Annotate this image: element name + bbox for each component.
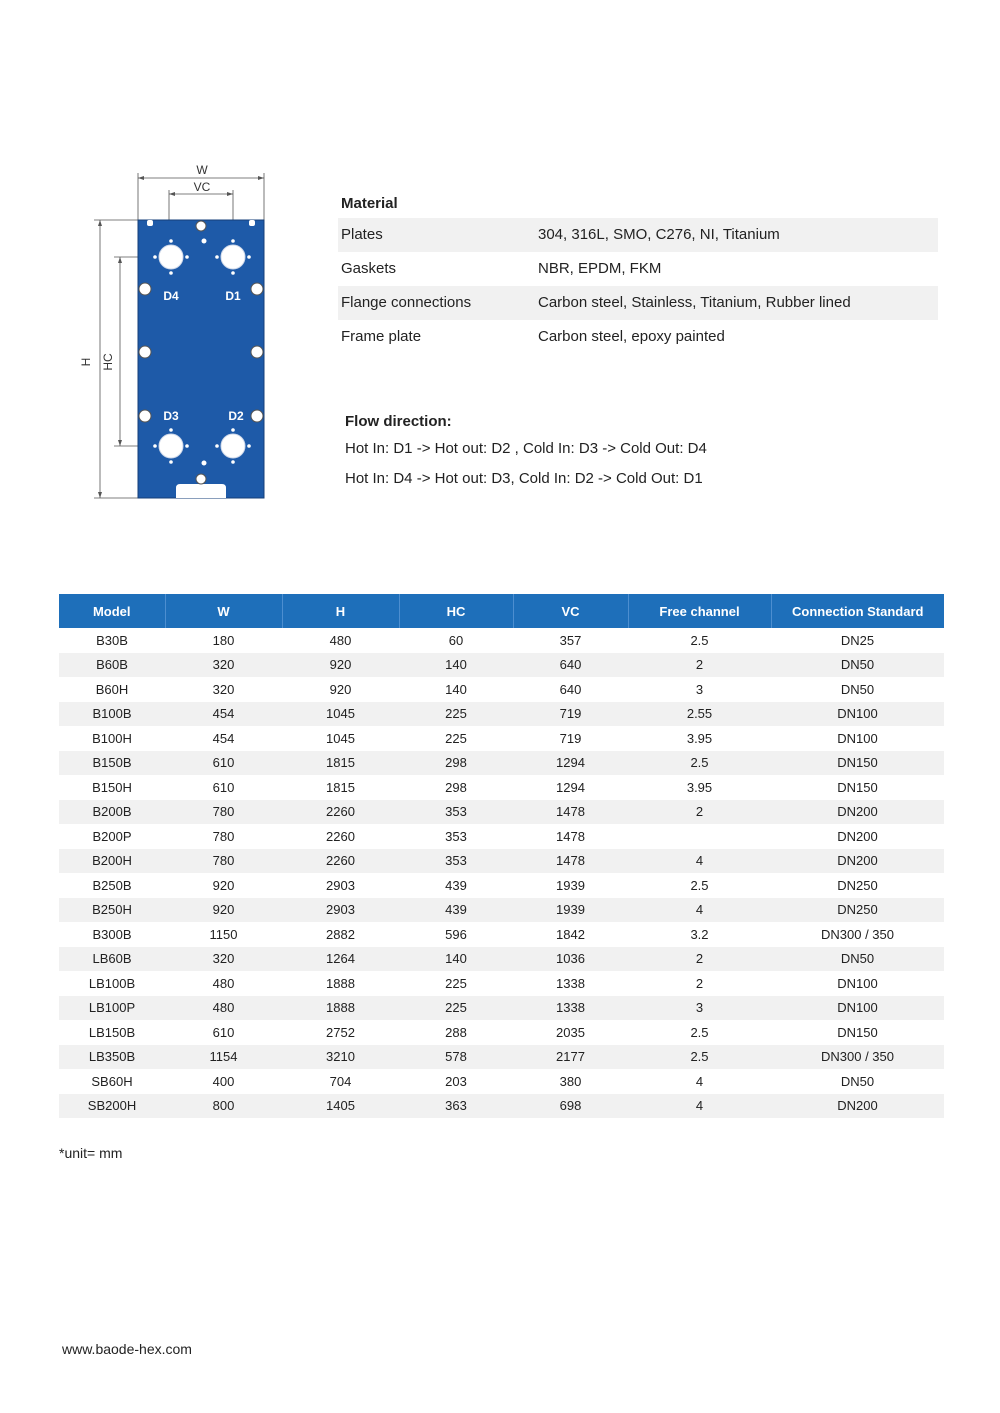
table-cell: DN200 [837,828,878,844]
table-cell: 780 [165,800,282,825]
table-cell: 140 [399,947,513,972]
material-label: Plates [341,226,383,243]
plate-body [138,220,264,498]
table-cell: 3.2 [690,926,709,942]
table-row [59,996,944,1021]
table-cell: 3210 [282,1045,399,1070]
table-cell: B200H [59,849,165,874]
table-row [59,1094,944,1119]
table-cell: B200P [92,828,132,844]
table-cell: 2260 [282,849,399,874]
port-label-d4: D4 [163,289,179,303]
table-cell: B60B [59,653,165,678]
table-cell: 1294 [513,751,628,776]
table-cell: 203 [445,1073,467,1089]
table-cell: 1294 [556,779,585,795]
table-cell: 1815 [326,779,355,795]
port-d1 [221,245,245,269]
table-cell: 920 [165,898,282,923]
table-cell: 2035 [556,1024,585,1040]
dim-h-label: H [79,357,93,367]
table-cell: 480 [329,632,352,648]
port-label-d3: D3 [163,409,179,423]
table-cell: 4 [628,1094,771,1119]
material-title: Material [341,195,398,212]
table-cell: 3.95 [686,779,713,795]
table-cell: DN250 [771,898,944,923]
table-cell: DN50 [840,681,875,697]
table-cell: 1842 [556,926,585,942]
table-cell: 320 [165,653,282,678]
material-label: Frame plate [341,328,422,345]
table-row [59,751,944,776]
material-value: Carbon steel, epoxy painted [538,328,725,345]
table-cell: LB60B [59,947,165,972]
table-cell: B100H [92,730,132,746]
table-cell: 288 [445,1024,467,1040]
table-cell: B150B [59,751,165,776]
table-cell: 480 [212,975,235,991]
table-cell: 4 [695,1073,704,1089]
plate-diagram [76,158,276,508]
table-cell: 1150 [209,926,238,942]
table-body [59,628,944,1118]
material-label: Gaskets [341,260,397,277]
table-row [59,947,944,972]
table-cell: 610 [165,751,282,776]
table-cell: 1154 [165,1045,282,1070]
table-cell: 353 [399,800,513,825]
table-row [59,628,944,653]
table-cell: 1478 [513,849,628,874]
table-header-row [59,594,944,628]
table-cell: 1405 [282,1094,399,1119]
table-cell: 320 [212,681,235,697]
table-row [59,702,944,727]
dim-hc-label: HC [101,353,115,371]
column-header-connection-standard: Connection Standard [771,594,944,628]
unit-note: *unit= mm [59,1145,123,1161]
table-cell: LB150B [88,1024,136,1040]
table-cell: 439 [399,898,513,923]
table-cell: 363 [399,1094,513,1119]
table-cell: 2.5 [690,877,709,893]
material-row-flange [338,286,938,320]
table-cell: 2.5 [628,751,771,776]
table-cell: 454 [165,702,282,727]
table-cell: 3 [695,681,704,697]
table-cell [628,824,771,849]
flow-line-2: Hot In: D4 -> Hot out: D3, Cold In: D2 -> Cold Out: D1 [345,470,703,487]
table-cell: 920 [329,681,352,697]
table-cell: 920 [282,653,399,678]
table-cell: 1264 [282,947,399,972]
port-d2 [221,434,245,458]
table-cell: 800 [165,1094,282,1119]
column-header-free-channel: Free channel [628,594,771,628]
table-cell: SB60H [91,1073,133,1089]
port-label-d2: D2 [228,409,244,423]
table-cell: 4 [628,849,771,874]
table-cell: 1939 [556,877,585,893]
table-cell: 480 [165,996,282,1021]
table-row [59,775,944,800]
table-row [59,971,944,996]
table-cell: 2903 [326,877,355,893]
column-header-hc: HC [399,594,513,628]
table-cell: 640 [559,681,582,697]
table-cell: B150H [92,779,132,795]
table-cell: 2882 [326,926,355,942]
dim-vc-label: VC [193,180,211,194]
table-cell: 578 [399,1045,513,1070]
table-cell: 2260 [282,800,399,825]
table-cell: DN50 [771,653,944,678]
column-header-vc: VC [513,594,628,628]
table-row [59,849,944,874]
table-cell: 439 [445,877,467,893]
table-cell: 920 [212,877,235,893]
table-cell: 640 [513,653,628,678]
table-cell: DN300 / 350 [771,1045,944,1070]
table-cell: LB100B [88,975,136,991]
table-cell: B30B [96,632,128,648]
table-cell: 704 [329,1073,352,1089]
table-row [59,653,944,678]
table-cell: 1939 [513,898,628,923]
table-cell: 353 [445,828,467,844]
table-cell: 140 [399,653,513,678]
table-cell: 298 [399,751,513,776]
table-cell: DN200 [771,800,944,825]
table-cell: 2.5 [690,1024,709,1040]
table-cell: DN200 [771,1094,944,1119]
column-header-h: H [282,594,399,628]
table-cell: 298 [445,779,467,795]
table-cell: 400 [212,1073,235,1089]
material-value: NBR, EPDM, FKM [538,260,662,277]
table-cell: 1045 [326,730,355,746]
table-cell: DN150 [837,1024,878,1040]
table-cell: 353 [399,849,513,874]
table-cell: DN250 [837,877,878,893]
table-cell: DN150 [837,779,878,795]
table-cell: LB100P [59,996,165,1021]
table-cell: 2260 [326,828,355,844]
table-row [59,1069,944,1094]
table-cell: 225 [445,975,467,991]
table-cell: 2 [628,947,771,972]
table-cell: 2.5 [628,1045,771,1070]
table-row [59,873,944,898]
material-row-frame [338,320,938,354]
column-header-model: Model [59,594,165,628]
table-cell: 225 [445,730,467,746]
table-cell: 719 [559,730,582,746]
table-cell: 2.5 [690,632,709,648]
table-cell: 320 [165,947,282,972]
table-cell: 1888 [326,975,355,991]
flow-section [345,410,707,494]
table-cell: DN100 [771,996,944,1021]
table-cell: DN300 / 350 [821,926,894,942]
table-cell: 698 [513,1094,628,1119]
table-cell: 225 [399,702,513,727]
table-cell: B100B [59,702,165,727]
table-cell: B200B [59,800,165,825]
flow-line-1: Hot In: D1 -> Hot out: D2 , Cold In: D3 -> Cold Out: D4 [345,440,707,457]
port-d3 [159,434,183,458]
table-cell: LB350B [59,1045,165,1070]
table-row [59,898,944,923]
port-d4 [159,245,183,269]
table-cell: 2.55 [628,702,771,727]
table-cell: 357 [559,632,582,648]
table-cell: B250H [59,898,165,923]
table-row [59,677,944,702]
material-value: 304, 316L, SMO, C276, NI, Titanium [538,226,780,243]
table-cell: B300B [92,926,132,942]
material-value: Carbon steel, Stainless, Titanium, Rubber lined [538,294,851,311]
table-cell: 225 [399,996,513,1021]
table-cell: 1036 [513,947,628,972]
table-cell: 1888 [282,996,399,1021]
table-cell: SB200H [59,1094,165,1119]
table-cell: 60 [448,632,464,648]
table-cell: 2 [695,975,704,991]
material-section [338,190,938,354]
table-cell: 3.95 [686,730,713,746]
table-cell: B60H [95,681,129,697]
flow-title: Flow direction: [345,413,452,430]
footer-url: www.baode-hex.com [62,1341,192,1357]
table-cell: DN50 [840,1073,875,1089]
table-row [59,1020,944,1045]
table-cell: 1815 [282,751,399,776]
port-label-d1: D1 [225,289,241,303]
material-label: Flange connections [341,294,472,311]
table-row [59,1045,944,1070]
table-cell: DN25 [840,632,875,648]
table-row [59,726,944,751]
table-cell: DN200 [771,849,944,874]
dim-w-label: W [196,163,208,177]
table-cell: 610 [212,779,235,795]
table-cell: DN150 [771,751,944,776]
table-row [59,800,944,825]
table-cell: 454 [212,730,235,746]
table-cell: 2177 [513,1045,628,1070]
table-cell: 2 [628,653,771,678]
table-cell: 4 [628,898,771,923]
material-row-gaskets [338,252,938,286]
table-cell: 1478 [513,800,628,825]
table-cell: 610 [212,1024,235,1040]
table-row [59,922,944,947]
material-row-plates [338,218,938,252]
table-cell: 2 [628,800,771,825]
table-cell: 1478 [556,828,585,844]
table-cell: 3 [628,996,771,1021]
table-cell: 719 [513,702,628,727]
table-cell: 1338 [513,996,628,1021]
table-cell: 380 [559,1073,582,1089]
column-header-w: W [165,594,282,628]
table-cell: 780 [165,849,282,874]
table-cell: 2752 [326,1024,355,1040]
table-cell: 596 [445,926,467,942]
table-cell: 1045 [282,702,399,727]
table-cell: DN50 [771,947,944,972]
table-cell: 1338 [556,975,585,991]
table-cell: 140 [445,681,467,697]
table-cell: 780 [212,828,235,844]
table-row [59,824,944,849]
table-cell: DN100 [837,730,878,746]
spec-table [59,594,944,1118]
table-cell: 2903 [282,898,399,923]
table-cell: B250B [92,877,132,893]
table-cell: DN100 [837,975,878,991]
table-cell: DN100 [771,702,944,727]
table-cell: 180 [212,632,235,648]
